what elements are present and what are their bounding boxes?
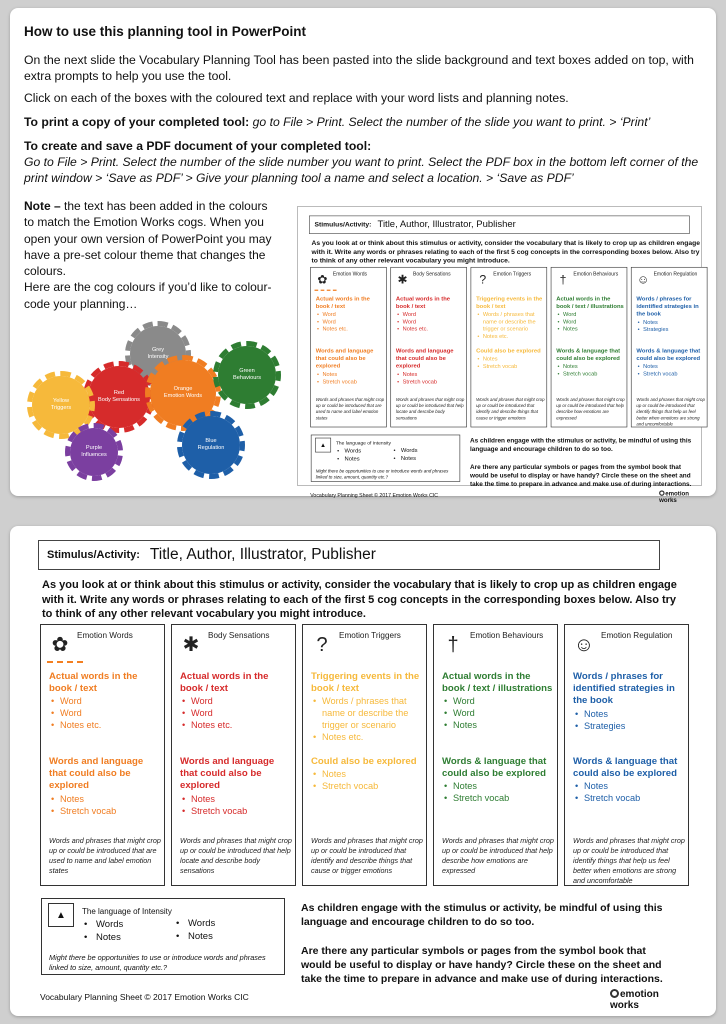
cog-red [88,366,150,428]
cog-box-emotion-words[interactable] [40,624,165,886]
section-heading: Actual words in the book / text [180,671,269,695]
intensity-title: The language of Intensity [82,907,172,916]
cog-box-emotion-triggers[interactable] [471,267,548,427]
actual-words-section[interactable] [180,671,292,731]
box-footnote: Words and phrases that might crop up or could be introduced that identify and describe things that cause or trigger emotions [311,836,423,875]
intensity-icon: ▲ [315,438,331,453]
box-title: Emotion Triggers [493,271,532,277]
box-header [172,625,295,661]
item-list [49,793,161,817]
actual-words-section[interactable] [396,296,465,333]
list-item[interactable]: • Notes [311,768,423,780]
box-footnote: Words and phrases that might crop up or could be introduced that identify things that help us feel better when emotions are strong and uncomfortable [573,836,685,885]
list-item[interactable]: • Notes [476,355,545,362]
print-instructions [24,114,704,130]
list-item[interactable]: • Notes [396,370,465,377]
intensity-box[interactable] [41,898,285,975]
list-item[interactable]: • Notes [636,363,705,370]
list-item[interactable]: • Notes [180,793,292,805]
box-header [391,268,466,290]
list-item[interactable]: • Word [180,707,292,719]
section-heading: Actual words in the book / text [315,295,370,310]
stimulus-box[interactable] [38,540,660,570]
section-heading: Actual words in the book / text [395,295,451,310]
planning-tool-slide[interactable] [10,526,716,1016]
box-header [632,268,707,290]
note-label: Note – [24,199,61,213]
section-heading: Words and language that could also be explored [180,756,275,792]
cog-purple [70,428,118,476]
explore-section[interactable] [316,348,385,385]
list-item[interactable]: • Words [336,448,361,456]
actual-words-section[interactable] [442,671,554,731]
emotion-works-logo [610,989,680,1011]
note-body: the text has been added in the colours to match the Emotion Works cogs. When you open your own version of PowerPoint you may have a pre-set colour theme that changes the colours. [24,199,272,279]
box-title: Emotion Words [77,631,133,640]
print-text: go to File > Print. Select the number of the slide you want to print. > ‘Print’ [249,115,651,129]
item-list [442,780,554,804]
explore-section[interactable] [476,348,545,370]
cog-concept: Influences [81,452,107,458]
cog-label [98,390,140,404]
box-title: Body Sensations [413,271,451,277]
actual-words-section[interactable] [311,671,423,743]
actual-words-section[interactable] [573,671,685,732]
note-body-2: Here are the cog colours if you’d like to colour-code your planning… [24,280,272,311]
box-footnote: Words and phrases that might crop up or could be introduced that help locate and describe body sensations [180,836,292,875]
explore-section[interactable] [442,756,554,804]
logo-text: emotion works [610,989,659,1011]
list-item[interactable]: • Words [174,918,215,931]
engagement-note: As children engage with the stimulus or activity, be mindful of using this language and encourage children to do so too. [469,437,692,454]
box-header [551,268,626,290]
stimulus-value[interactable]: Title, Author, Illustrator, Publisher [149,546,376,563]
explore-section[interactable] [311,756,423,792]
cog-concept: Emotion Words [163,393,203,399]
planning-tool-thumbnail-content [298,207,705,504]
cog-box-emotion-regulation[interactable] [631,267,708,427]
stimulus-label: Stimulus/Activity: [47,549,140,561]
item-list [396,311,465,333]
box-header [311,268,386,290]
cog-blue [182,416,240,474]
list-item[interactable]: • Notes [49,793,161,805]
item-list [442,695,554,731]
click-instructions: Click on each of the boxes with the coloured text and replace with your word lists and planning notes. [24,91,569,105]
cog-name: Red [113,390,125,396]
list-item[interactable]: • Notes [316,370,385,377]
cog-label [51,398,71,412]
list-item[interactable]: • Notes [442,780,554,792]
intensity-list-2 [392,447,417,462]
cog-name: Blue [205,438,217,444]
engagement-note: As children engage with the stimulus or activity, be mindful of using this language and encourage children to do so too. [301,902,663,928]
cog-name: Orange [173,386,193,392]
list-item[interactable]: • Word [316,311,385,318]
intensity-box[interactable] [311,435,460,482]
list-item[interactable]: • Word [49,695,161,707]
box-header [471,268,546,290]
list-item[interactable]: • Stretch vocab [573,792,685,804]
instructions-slide[interactable] [10,8,716,504]
box-footnote: Words and phrases that might crop up or could be introduced that help describe how emotions are expressed [556,396,625,421]
section-heading: Words and language that could also be explored [395,347,454,370]
list-item[interactable]: • Stretch vocab [476,363,545,370]
list-item[interactable]: • Words / phrases that name or describe the trigger or scenario [311,695,423,731]
cog-concept: Triggers [50,405,72,411]
logo-icon [659,490,665,496]
list-item[interactable]: • Notes [336,455,361,463]
box-header [303,625,426,661]
box-title: Emotion Behaviours [470,631,544,640]
section-heading: Words / phrases for identified strategies in the book [636,295,699,318]
item-list [476,355,545,370]
list-item[interactable]: • Strategies [636,325,705,332]
cog-box-body-sensations[interactable] [171,624,296,886]
item-list [396,370,465,385]
box-footnote: Words and phrases that might crop up or could be introduced that are used to name and label emotion states [49,836,161,875]
actual-words-section[interactable] [49,671,161,731]
item-list [316,311,385,333]
box-footnote: Words and phrases that might crop up or could be introduced that identify things that help us feel better when emotions are strong and uncomfortable [636,396,705,427]
explore-section[interactable] [573,756,685,804]
list-item[interactable]: • Notes [174,931,215,944]
intensity-list-1 [336,448,361,463]
list-item[interactable]: • Notes [442,719,554,731]
list-item[interactable]: • Word [180,695,292,707]
explore-section[interactable] [396,348,465,385]
section-heading: Triggering events in the book / text [476,295,543,310]
list-item[interactable]: • Stretch vocab [636,370,705,377]
intro-text: As you look at or think about this stimulus or activity, consider the vocabulary that is likely to crop up as children engage with it. Write any words or phrases relating to each of the first 5 cog concepts in the corresponding boxes below. Also try to think of any other relevant vocabulary you might introduce. [42,579,677,620]
box-footnote: Words and phrases that might crop up or could be introduced that are used to name and label emotion states [315,396,385,421]
item-list [573,708,685,732]
section-heading: Could also be explored [476,347,541,355]
actual-words-section[interactable] [476,296,545,340]
dashed-divider [47,661,83,663]
item-list [636,363,705,378]
list-item[interactable]: • Words [392,447,417,455]
list-item[interactable]: • Word [556,318,625,325]
footer-copyright: Vocabulary Planning Sheet © 2017 Emotion Works CIC [40,992,249,1002]
explore-section[interactable] [556,348,625,378]
pdf-label: To create and save a PDF document of your completed tool: [24,139,372,153]
box-title: Emotion Words [332,271,368,277]
list-item[interactable]: • Stretch vocab [556,370,625,377]
intro-paragraph: On the next slide the Vocabulary Planning Tool has been pasted into the slide background and text boxes added on top, with extra prompts to help you use the tool. [24,53,694,83]
cog-concept: Intensity [147,354,169,360]
item-list [180,793,292,817]
stimulus-value[interactable]: Title, Author, Illustrator, Publisher [377,219,516,230]
emotion-triggers-icon: ? [479,273,487,287]
list-item[interactable]: • Notes etc. [476,333,545,340]
section-heading: Words / phrases for identified strategies in the book [573,671,675,707]
box-title: Emotion Triggers [339,631,401,640]
planning-tool-container [20,526,685,1011]
explore-section[interactable] [49,756,161,817]
intensity-icon: ▲ [48,903,74,927]
list-item[interactable]: • Word [442,707,554,719]
list-item[interactable]: • Word [396,311,465,318]
symbols-note: Are there any particular symbols or pages from the symbol book that would be useful to display or have handy? Circle these on the sheet and take the time to prepare in advance and make use of during interactions. [469,463,692,488]
actual-words-section[interactable] [636,296,705,333]
box-footnote: Words and phrases that might crop up or could be introduced that identify and describe things that cause or trigger emotions [476,396,545,421]
footer-copyright: Vocabulary Planning Sheet © 2017 Emotion Works CIC [310,492,439,499]
item-list [556,311,625,333]
explore-section[interactable] [180,756,292,817]
section-heading: Words & language that could also be explored [556,347,621,362]
item-list [316,370,385,385]
list-item[interactable]: • Notes etc. [316,325,385,332]
emotion-behaviours-icon: † [447,634,459,656]
box-title: Body Sensations [208,631,270,640]
list-item[interactable]: • Notes [573,780,685,792]
item-list [49,695,161,731]
box-header [434,625,557,661]
list-item[interactable]: • Word [316,318,385,325]
list-item[interactable]: • Notes [556,325,625,332]
slide-title: How to use this planning tool in PowerPoint [24,24,306,39]
emotion-regulation-icon: ☺ [573,634,595,656]
item-list [636,318,705,333]
list-item[interactable]: • Stretch vocab [442,792,554,804]
emotion-behaviours-icon: † [559,273,567,287]
cog-box-body-sensations[interactable] [390,267,467,427]
dashed-divider [315,290,337,291]
cog-box-emotion-behaviours[interactable] [551,267,628,427]
list-item[interactable]: • Word [442,695,554,707]
section-heading: Words and language that could also be explored [49,756,144,792]
intensity-title: The language of Intensity [335,440,391,446]
cog-box-emotion-triggers[interactable] [302,624,427,886]
box-title: Emotion Regulation [601,631,673,640]
list-item[interactable]: • Notes [82,932,123,945]
cog-concept: Behaviours [233,375,261,381]
note-text [24,198,274,312]
list-item[interactable]: • Word [49,707,161,719]
emotion-triggers-icon: ? [316,634,328,656]
intensity-footnote: Might there be opportunities to use or introduce words and phrases linked to size, amount, quantity etc.? [49,953,266,972]
cog-box-emotion-words[interactable] [310,267,387,427]
list-item[interactable]: • Stretch vocab [396,378,465,385]
cog-label [233,368,261,382]
cog-label [198,438,225,452]
body-sensations-icon: ✱ [182,634,200,656]
cog-box-emotion-behaviours[interactable] [433,624,558,886]
section-heading: Actual words in the book / text / illustrations [556,295,624,310]
box-footnote: Words and phrases that might crop up or could be introduced that help locate and describe body sensations [395,396,465,421]
planning-tool [298,207,705,504]
box-title: Emotion Regulation [653,271,698,277]
list-item[interactable]: • Stretch vocab [49,805,161,817]
item-list [556,363,625,378]
explore-section[interactable] [636,348,705,378]
list-item[interactable]: • Word [396,318,465,325]
planning-tool-thumbnail[interactable] [297,206,705,504]
box-title: Emotion Behaviours [573,271,619,277]
list-item[interactable]: • Notes [636,318,705,325]
body-sensations-icon: ✱ [397,273,408,287]
section-heading: Triggering events in the book / text [311,671,420,695]
list-item[interactable]: • Words / phrases that name or describe the trigger or scenario [476,311,545,333]
emotion-regulation-icon: ☺ [636,273,650,287]
section-heading: Words and language that could also be explored [315,347,374,370]
print-label: To print a copy of your completed tool: [24,115,250,129]
intensity-list-1 [82,919,123,944]
pdf-instructions [24,138,704,186]
cog-green [218,346,276,404]
list-item[interactable]: • Notes etc. [180,719,292,731]
cog-label [164,386,202,400]
box-header [565,625,688,661]
stimulus-box[interactable] [309,216,690,234]
cog-name: Grey [151,347,165,353]
section-heading: Actual words in the book / text [49,671,138,695]
intensity-footnote: Might there be opportunities to use or introduce words and phrases linked to size, amount, quantity etc.? [315,468,449,480]
stimulus-label: Stimulus/Activity: [314,221,372,229]
cog-box-emotion-regulation[interactable] [564,624,689,886]
cog-name: Green [239,368,255,374]
emotion-words-icon: ✿ [51,634,69,656]
cog-concept: Body Sensations [98,397,140,403]
cog-name: Yellow [53,398,69,404]
list-item[interactable]: • Notes etc. [396,325,465,332]
list-item[interactable]: • Words [82,919,123,932]
logo-text: emotion works [659,490,690,504]
list-item[interactable]: • Stretch vocab [180,805,292,817]
cog-name: Purple [85,445,103,451]
intro-text: As you look at or think about this stimulus or activity, consider the vocabulary that is likely to crop up as children engage with it. Write any words or phrases relating to each of the first 5 cog concepts in the corresponding boxes below. Also try to think of any other relevant vocabulary you might introduce. [311,239,701,265]
list-item[interactable]: • Notes etc. [311,731,423,743]
list-item[interactable]: • Notes [573,708,685,720]
emotion-words-icon: ✿ [317,273,328,287]
emotion-works-logo [659,490,702,503]
list-item[interactable]: • Notes [392,455,417,463]
intensity-list-2 [174,918,215,943]
item-list [573,780,685,804]
actual-words-section[interactable] [556,296,625,333]
logo-icon [610,989,619,998]
list-item[interactable]: • Notes etc. [49,719,161,731]
section-heading: Words & language that could also be explored [636,347,701,362]
cog-label [81,445,107,459]
section-heading: Words & language that could also be explored [442,756,547,780]
actual-words-section[interactable] [316,296,385,333]
item-list [180,695,292,731]
symbols-note: Are there any particular symbols or pages from the symbol book that would be useful to display or have handy? Circle these on the sheet and take the time to prepare in advance and make use of during interactions. [301,945,663,985]
list-item[interactable]: • Word [556,311,625,318]
pdf-text: Go to File > Print. Select the number of the slide number you want to print. Select the PDF box in the bottom left corner of the print window > ‘Save as PDF’ > Give your planning tool a name and select a location. > ‘Save as PDF’ [24,155,699,185]
list-item[interactable]: • Notes [556,363,625,370]
list-item[interactable]: • Strategies [573,720,685,732]
section-heading: Words & language that could also be explored [573,756,678,780]
list-item[interactable]: • Stretch vocab [316,378,385,385]
box-footnote: Words and phrases that might crop up or could be introduced that help describe how emotions are expressed [442,836,554,875]
planning-tool [20,526,685,1011]
list-item[interactable]: • Stretch vocab [311,780,423,792]
section-heading: Actual words in the book / text / illustrations [442,671,553,695]
item-list [476,311,545,340]
item-list [311,768,423,792]
box-header [41,625,164,661]
item-list [311,695,423,743]
section-heading: Could also be explored [311,756,417,767]
cog-concept: Regulation [197,445,225,451]
